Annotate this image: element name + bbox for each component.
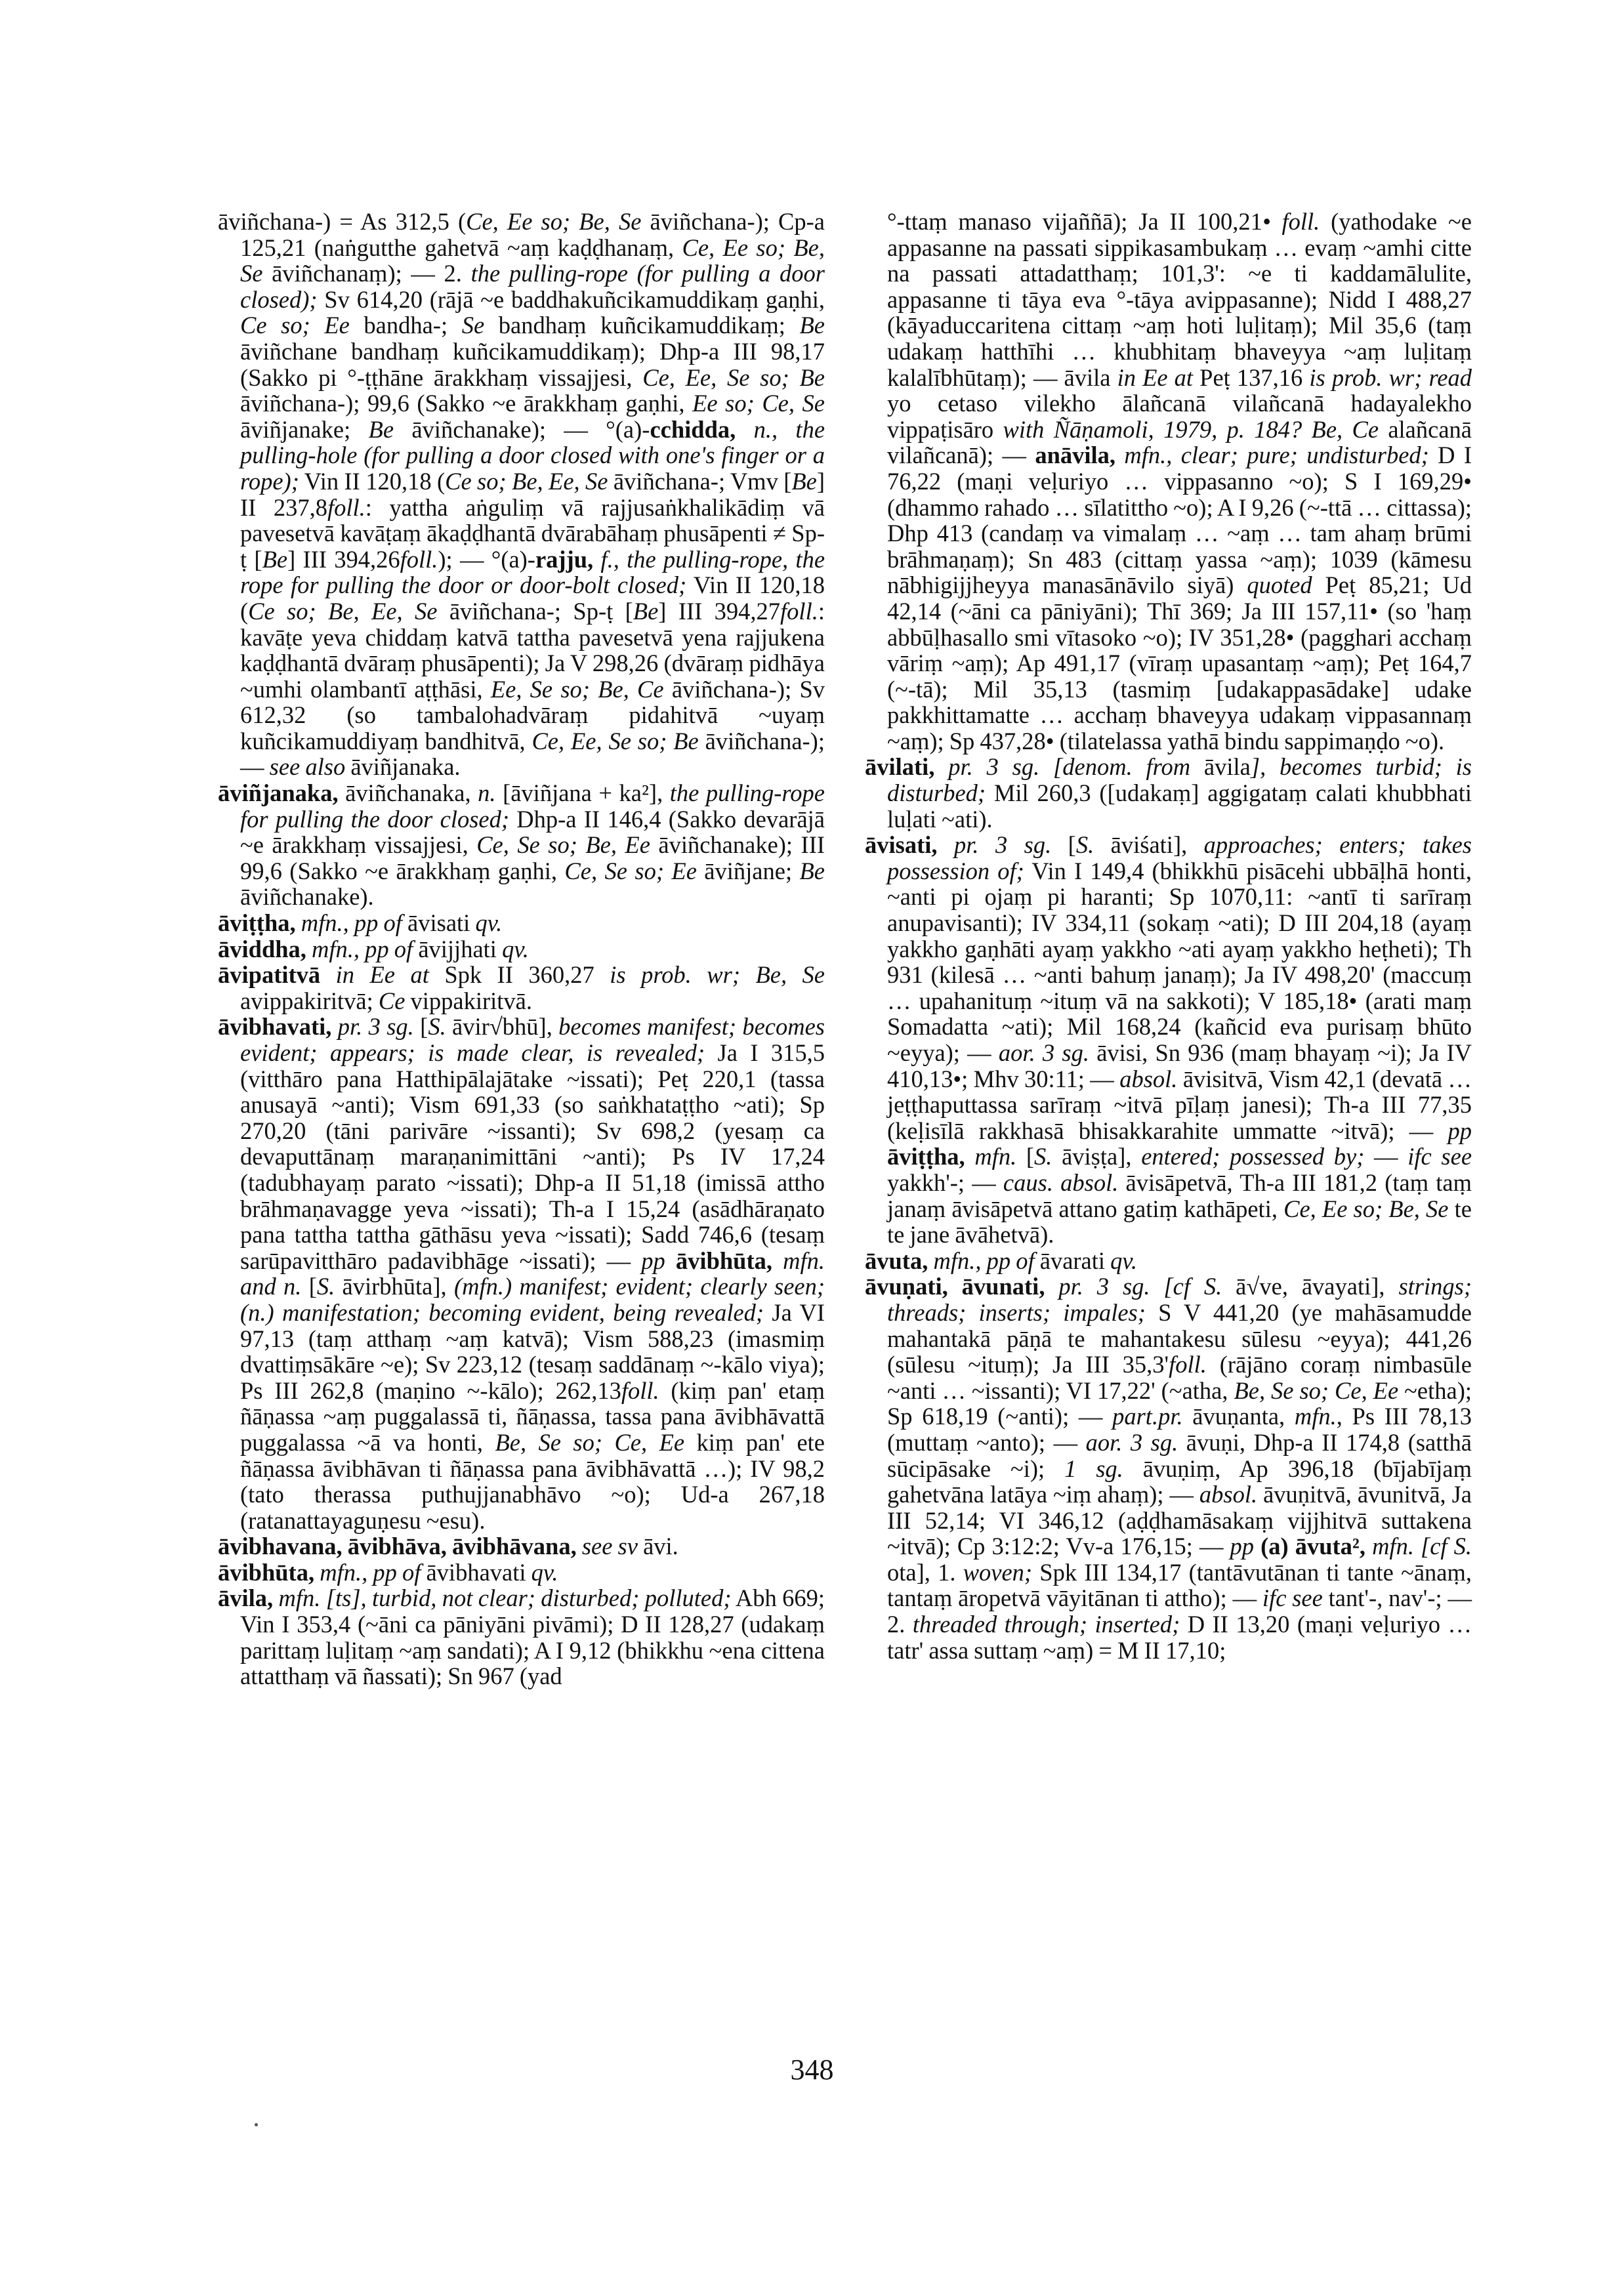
entry-text: āvarati [1034,1247,1111,1274]
italic-text: Ce, Ee, Se so; Be [642,363,825,391]
italic-text: foll. [1169,1351,1207,1378]
entry-text: āvuṇitvā, āvunitvā, Ja III 52,14; VI 346,12 (aḍḍhamāsakaṃ vijjhitvā suttakena ~itvā); Cp 3:12:2; Vv-a 176,15; — [887,1481,1472,1560]
italic-text: see also [269,753,346,781]
italic-text: foll. [327,493,365,521]
italic-text: qv. [475,909,503,937]
italic-text: S. [1034,1143,1052,1170]
dictionary-entry [218,1533,825,1560]
entry-text: Dhp-a II 146,4 (Sakko devarājā ~e ārakkhaṃ vissajjesi, [240,805,825,859]
entry-text [593,546,600,573]
entry-text: °-ttaṃ manaso vijaññā); Ja II 100,21 [887,208,1262,235]
italic-text: mfn. and n. [240,1247,825,1300]
italic-text: S. [316,1273,335,1300]
entry-text: ~etha); Sp 618,19 (~anti); — [887,1376,1472,1430]
dictionary-entry [865,1273,1472,1663]
entry-text [1365,1533,1372,1560]
entry-text: ] II 237,8 [240,467,825,521]
entry-text [1254,1533,1260,1560]
entry-text: ] III 394,27 [658,597,781,625]
headword: āviñjanaka, [218,779,339,807]
entry-text: Abh 669; Vin I 353,4 (~āni ca pāniyāni pivāmi); D II 128,27 (udakaṃ parittaṃ luḷitaṃ ~aṃ sandati); A I 9,12 (bhikkhu ~ena cittena attatthaṃ vā ñassati); Sn 967 (yad [240,1584,825,1690]
italic-text: Ee so; Ce, Se [692,390,825,417]
italic-text: Ce, Ee, Se so; Be [531,727,699,755]
entry-text: [ [413,1013,428,1041]
entry-text: āvila [1190,753,1251,781]
entry-continuation [865,209,1472,754]
italic-text: mfn., pp of [933,1247,1035,1274]
italic-text: approaches; enters; takes possession of; [887,831,1472,884]
entry-text: āviñchanake); III 99,6 (Sakko ~e ārakkhaṃ gaṇhi, [240,831,825,884]
italic-text: Be [799,312,825,339]
italic-text: foll. [780,597,818,625]
entry-text: Vin I 149,4 (bhikkhū pisācehi ubbāḷhā honti, ~anti pi ojaṃ pi haranti; Sp 1070,11: ~antī ti sarīraṃ anupavisanti); IV 334,11 (sokaṃ ~ati); D III 204,18 (ayaṃ yakkho gaṇhāti ayaṃ yakkho ~ati ayaṃ yakkho heṭheti); Th 931 (kilesā … ~anti bahuṃ janaṃ); Ja IV 498,20' (maccuṃ … upahanituṃ ~ituṃ vā na sakkoti); V 185,18• (arati maṃ Somadatta ~ati); Mil 168,24 (kañcid eva purisaṃ bhūto ~eyya); — [887,857,1472,1066]
entry-text: Peṭ 85,21; Ud 42,14 (~āni ca pāniyāni); Thī 369; Ja III 157,11• (so 'haṃ abbūḷhasallo smi vītasoko ~o); IV 351,28• (pagghari acchaṃ vāriṃ ~aṃ); Ap 491,17 (vīraṃ upasantaṃ ~aṃ); Peṭ 164,7 (~-tā); Mil 35,13 (tasmiṃ [udakappasādake] udake pakkhittamatte … acchaṃ bhaveyya udakaṃ vippasannaṃ ~aṃ); Sp 437,28• (tilatelassa yathā bindu sappimaṇḍo ~o). [887,571,1472,755]
italic-text: n. [478,779,496,807]
italic-text: mfn. [cf S. [1372,1533,1472,1560]
entry-text: āviñchana-); Cp-a 125,21 (naṅgutthe gahetvā ~aṃ kaḍḍhanaṃ, [240,208,825,261]
italic-text: mfn., pp of [320,1558,421,1586]
dictionary-entry [865,1248,1472,1274]
entry-text [772,1247,783,1274]
entry-text: āviñchana-) = As 312,5 ( [218,208,467,235]
italic-text: mfn., clear; pure; undisturbed; [1124,442,1429,469]
entry-text: Spk II 360,27 [428,961,610,989]
italic-text: Ce [378,987,406,1014]
headword: āvibhūta, [218,1558,315,1586]
entry-text [273,1584,278,1611]
entry-text: , Ps III 78,13 (muttaṃ ~anto); — [887,1403,1472,1456]
entry-text: āviñchanaṃ); — 2. [262,260,471,287]
italic-text: quoted [1247,571,1312,599]
italic-text: Be [368,415,394,443]
italic-text: is prob. wr; Be, Se [610,961,825,989]
italic-text: pr. 3 sg. [cf S. [1058,1273,1222,1300]
headword: cchidda, [650,415,736,443]
entry-text: [ [301,1273,317,1300]
entry-text: te te jane āvāhetvā). [887,1195,1472,1249]
italic-text: Ee, Se so; Be, Ce [490,675,664,703]
entry-text [1115,442,1124,468]
dictionary-entry [218,1585,825,1689]
entry-text [736,416,753,443]
headword: āvuta, [865,1247,928,1274]
entry-text: āvisāpetvā, Th-a III 181,2 (taṃ taṃ janaṃ āvisāpetvā attano gatiṃ kathāpeti, [887,1168,1472,1222]
dictionary-entry [218,910,825,936]
entry-text: āviñchana-); Sv 612,32 (so tambalohadvāraṃ pidahitvā ~uyaṃ kuñcikamuddiyaṃ bandhitvā, [240,675,825,755]
entry-text: āvir√bhū], [446,1013,559,1041]
entry-text: āviṣṭa], [1052,1143,1142,1170]
entry-text: āviñchanake). [240,883,374,911]
headword: āviṭṭha, [887,1143,965,1170]
dictionary-entry [218,780,825,910]
entry-text: : kavāṭe yeva chiddaṃ katvā tattha pavesetvā yena rajjukena kaḍḍhantā dvāraṃ phusāpenti); Ja V 298,26 (dvāraṃ pidhāya ~umhi olambantī aṭṭhāsi, [240,597,825,703]
headword: (a) āvuta², [1260,1533,1365,1560]
italic-text: Ce, Se so; Ee [564,857,697,884]
italic-text: Ce so; Be, Ee, Se [445,467,608,495]
italic-text: Ce, Ee so; Be, Se [1283,1195,1449,1222]
entry-text: ota], 1. [887,1558,963,1586]
page-number: 348 [790,2054,834,2086]
right-column [865,209,1472,1663]
headword: āvibhavati, [218,1013,332,1041]
entry-text: Vin II 120,18 ( [240,571,825,625]
entry-text [331,1013,337,1040]
headword: rajju, [535,545,594,573]
italic-text: pr. 3 sg. [953,831,1052,859]
italic-text: entered; possessed by; [1141,1143,1365,1170]
italic-text: ifc see [1262,1584,1323,1612]
headword: āvilati, [865,753,935,781]
italic-text: mfn. [974,1143,1017,1170]
entry-text [665,1247,676,1274]
italic-text: n., the pulling-hole (for pulling a door closed with one's finger or a rope); [240,415,825,495]
italic-text: S. [1075,831,1094,859]
italic-text: Be [262,545,288,573]
entry-text: yo cetaso vilekho ālañcanā vilañcanā hadayalekho vippaṭisāro [887,390,1472,443]
entry-text: āviñchanaka, [338,779,478,807]
entry-text [965,1143,975,1170]
dictionary-entry [218,1560,825,1586]
italic-text: caus. absol. [1003,1168,1119,1196]
entry-text: S V 441,20 (ye mahāsamudde mahantakā pāṇā te mahantakesu sūlesu ~eyya); 441,26 (sūlesu ~ituṃ); Ja III 35,3' [887,1298,1472,1378]
entry-text: Vin II 120,18 ( [299,467,446,495]
entry-text: (rājāno coraṃ nimbasūle ~anti … ~issanti); VI 17,22' (~atha, [887,1351,1472,1404]
italic-text: ], becomes turbid; is disturbed; [887,753,1472,807]
italic-text: is prob. wr; read [1309,363,1472,391]
italic-text: with Ñāṇamoli, 1979, p. 184? Be, Ce [1003,415,1379,443]
dictionary-entry [218,962,825,1014]
entry-text: āviñchana-); 99,6 (Sakko ~e ārakkhaṃ gaṇhi, [240,390,693,417]
dictionary-entry [218,1014,825,1533]
entry-text: Ja I 315,5 (vitthāro pana Hatthipālajātake ~issati); Peṭ 220,1 (tassa anusayā ~anti); Vism 691,33 (so saṅkhataṭṭho ~ati); Sp 270,20 (tāni parivāre ~issanti); Sv 698,2 (yesaṃ ca devaputtānaṃ maraṇanimittāni ~anti); Ps IV 17,24 (tadubhayaṃ parato ~issati); Dhp-a II 51,18 (imissā attho brāhmaṇavagge yeva ~issati); Th-a I 15,24 (asādhāraṇato pana tattha tattha gāthāsu yeva ~issati); Sadd 746,6 (tesaṃ sarūpavitthāro padavibhāge ~issati); — [240,1039,825,1274]
entry-text: bandhaṃ kuñcikamuddikaṃ; [484,312,800,339]
italic-text: in Ee at [335,961,429,989]
italic-text: 1 sg. [1064,1455,1123,1482]
entry-text: ] III 394,26 [287,545,400,573]
headword: āvipatitvā [218,961,321,989]
italic-text: Be [799,857,825,884]
entry-text: alañcanā vilañcanā); — [887,415,1472,469]
entry-text: tant'-, nav'-; — 2. [887,1584,1472,1638]
italic-text: pp [641,1247,665,1274]
entry-text: āvuṇanta, [1182,1403,1295,1430]
italic-text: Ce so; Ee [240,312,350,339]
italic-text: becomes manifest; becomes evident; appears; is made clear, is revealed; [240,1013,825,1066]
italic-text: the pulling-rope (for pulling a door closed); [240,260,825,313]
left-column [218,209,825,1689]
entry-text: ā√ve, āvayati], [1222,1273,1399,1300]
entry-text: : yattha aṅguliṃ vā rajjusaṅkhalikādiṃ vā pavesetvā kavāṭaṃ ākaḍḍhantā dvārabāhaṃ phusāpenti ≠ Sp-ṭ [ [240,493,825,573]
italic-text: in Ee at [1117,363,1194,391]
headword: āvisati, [865,831,938,859]
entry-text: āviñchana-; Vmv [ [608,467,792,495]
entry-text: āvijjhati [413,935,503,962]
entry-text [1045,1273,1058,1300]
italic-text: see sv [581,1533,638,1560]
entry-text: āvisi, Sn 936 (maṃ bhayaṃ ~i); Ja IV 410,13•; Mhv 30:11; — [887,1039,1472,1092]
entry-text: āvisati [402,909,476,937]
entry-text: āviñchanake); — °(a)- [394,415,650,443]
italic-text: threaded through; inserted; [912,1611,1180,1638]
entry-text: āviñchane bandhaṃ kuñcikamuddikaṃ); Dhp-a III 98,17 (Sakko pi °-ṭṭhāne ārakkhaṃ vissajjesi, [240,337,825,391]
italic-text: mfn., pp of [312,935,413,962]
italic-text: mfn. [ts], turbid, not clear; disturbed; polluted; [278,1584,732,1612]
entry-text: Ja VI 97,13 (taṃ atthaṃ ~aṃ katvā); Vism 588,23 (imasmiṃ dvattiṃsākāre ~e); Sv 223,12 (tesaṃ saddānaṃ ~-kālo viya); Ps III 262,8 (maṇino ~-kālo); 262,13 [240,1298,825,1404]
dictionary-entry [218,936,825,962]
dictionary-entry [218,209,825,780]
italic-text: mfn. [1294,1403,1337,1430]
italic-text: pr. 3 sg. [denom. from [948,753,1191,781]
entry-text: āvibhavati [421,1558,531,1586]
italic-text: pp [1447,1117,1472,1144]
entry-text: āvirbhūta], [335,1273,454,1300]
entry-text: āviśati], [1094,831,1204,859]
italic-text: Be, Se so; Ce, Ee [495,1428,685,1456]
italic-text: woven; [963,1558,1033,1586]
entry-text: āvi. [637,1533,678,1560]
entry-text: [ [1016,1143,1035,1170]
headword: āvibhūta, [675,1247,772,1274]
entry-text [296,909,301,936]
entry-text: avippakiritvā; [240,987,379,1014]
italic-text: absol. [1119,1065,1178,1092]
italic-text: pr. 3 sg. [337,1013,414,1041]
entry-text: Peṭ 137,16 [1193,363,1310,391]
italic-text: (mfn.) manifest; evident; clearly seen; (n.) manifestation; becoming evident, being revealed; [240,1273,825,1326]
italic-text: qv. [1110,1247,1138,1274]
italic-text: foll. [621,1376,659,1404]
italic-text: qv. [531,1558,558,1586]
entry-text: [ [1051,831,1076,859]
entry-text: bandha-; [349,312,462,339]
italic-text: mfn., pp of [301,909,402,937]
italic-text: f., the pulling-rope, the rope for pulling the door or door-bolt closed; [240,545,825,599]
italic-text: Be [791,467,817,495]
italic-text: Ce, Ee so; Be, Se [240,234,825,287]
italic-text: part.pr. [1112,1403,1183,1430]
italic-text: pp [1230,1533,1255,1560]
italic-text: Ce, Ee so; Be, Se [466,208,642,235]
entry-text: D II 13,20 (maṇi veḷuriyo … tatr' assa suttaṃ ~aṃ) = M II 17,10; [887,1611,1472,1664]
entry-text: D I 76,22 (maṇi veḷuriyo … vippasanno ~o); S I 169,29• (dhammo rahado … sīlatittho ~o); A I 9,26 (~-ttā … cittassa); Dhp 413 (candaṃ va vimalaṃ … ~aṃ … tam ahaṃ brūmi brāhmaṇaṃ); Sn 483 (cittaṃ yassa ~aṃ); 1039 (kāmesu nābhigijjheyya manasānāvilo siyā) [887,442,1472,599]
italic-text: absol. [1199,1481,1258,1508]
italic-text: Be, Se so; Ce, Ee [1234,1376,1399,1404]
italic-text: • foll. [1262,208,1320,235]
italic-text: S. [428,1013,446,1041]
italic-text: Se [461,312,485,339]
italic-text: Ce so; Be, Ee, Se [248,597,438,625]
entry-text: āvuṇi, Dhp-a II 174,8 (satthā sūcipāsake ~i); [887,1428,1472,1482]
entry-text: (kiṃ pan' etaṃ ñāṇassa ~aṃ puggalassā ti, ñāṇassa, tassa pana āvibhāvattā puggalassa ~ā va honti, [240,1376,825,1456]
headword: āviddha, [218,935,306,962]
entry-text: āviñjane; [696,857,800,884]
headword: āviṭṭha, [218,909,296,937]
italic-text: foll. [400,545,438,573]
entry-text: Sv 614,20 (rājā ~e baddhakuñcikamuddikaṃ gaṇhi, [317,285,825,313]
entry-text: āvisitvā, Vism 42,1 (devatā … jeṭṭhaputtassa sarīraṃ ~itvā pīḷaṃ janesi); Th-a III 77,35 (keḷisīlā rakkhasā bhisakkarahite ummatte ~itvā); — [887,1065,1472,1144]
entry-text: [āviñjana + ka²], [495,779,670,807]
entry-text: kiṃ pan' ete ñāṇassa āvibhāvan ti ñāṇassa pana āvibhāvattā …); IV 98,2 (tato therassa puthujjanabhāvo ~o); Ud-a 267,18 (ratanattayaguṇesu ~esu). [240,1428,825,1534]
entry-text: āviñjanaka. [345,753,461,781]
entry-text [306,936,312,962]
entry-text: āvuṇiṃ, Ap 396,18 (bījabījaṃ gahetvāna latāya ~iṃ ahaṃ); — [887,1455,1472,1508]
headword: āvibhavana, āvibhāva, āvibhāvana, [218,1533,577,1560]
italic-text: Ce, Se so; Be, Ee [476,831,650,859]
scan-speck [255,2123,258,2126]
entry-text: āviñchana-; Sp-ṭ [ [437,597,633,625]
entry-text: (yathodake ~e appasanne na passati sippikasambukaṃ … evaṃ ~amhi citte na passati attadatthaṃ; 101,3': ~e ti kaddamālulite, appasanne ti tāya eva °-tāya avippasanne); Nidd I 488,27 (kāyaduccaritena cittaṃ ~aṃ hoti luḷitaṃ); Mil 35,6 (taṃ udakaṃ hatthīhi … khubhitaṃ bhaveyya ~aṃ luḷitaṃ kalalībhūtaṃ); — āvila [887,208,1472,391]
entry-text [577,1533,582,1560]
headword: āvuṇati, āvunati, [865,1273,1045,1300]
entry-text: Spk III 134,17 (tantāvutānan ti tante ~ānaṃ, tantaṃ āropetvā vāyitānan ti attho); — [887,1558,1472,1612]
entry-text: ); — °(a)- [438,545,535,573]
entry-text: Mil 260,3 ([udakaṃ] aggigataṃ calati khubbhati luḷati ~ati). [887,779,1472,833]
entry-text [938,831,954,858]
italic-text: qv. [502,935,529,962]
entry-text [934,753,948,780]
italic-text: Be [633,597,659,625]
italic-text: strings; threads; inserts; impales; [887,1273,1472,1326]
dictionary-entry [865,754,1472,832]
dictionary-entry [865,832,1472,1248]
italic-text: the pulling-rope for pulling the door closed; [240,779,825,833]
headword: āvila, [218,1584,274,1612]
entry-text: āviñchana-); — [240,727,825,781]
italic-text: ifc see [1407,1143,1472,1170]
entry-text [314,1559,320,1586]
entry-text: — [1364,1143,1408,1170]
italic-text: aor. 3 sg. [1085,1428,1178,1456]
italic-text: aor. 3 sg. [998,1039,1089,1066]
entry-text: vippakiritvā. [405,987,533,1014]
entry-text: āviñjanake; [240,415,369,443]
entry-text: yakkh'-; — [887,1168,1003,1196]
headword: anāvila, [1035,442,1116,469]
entry-text [320,961,335,988]
